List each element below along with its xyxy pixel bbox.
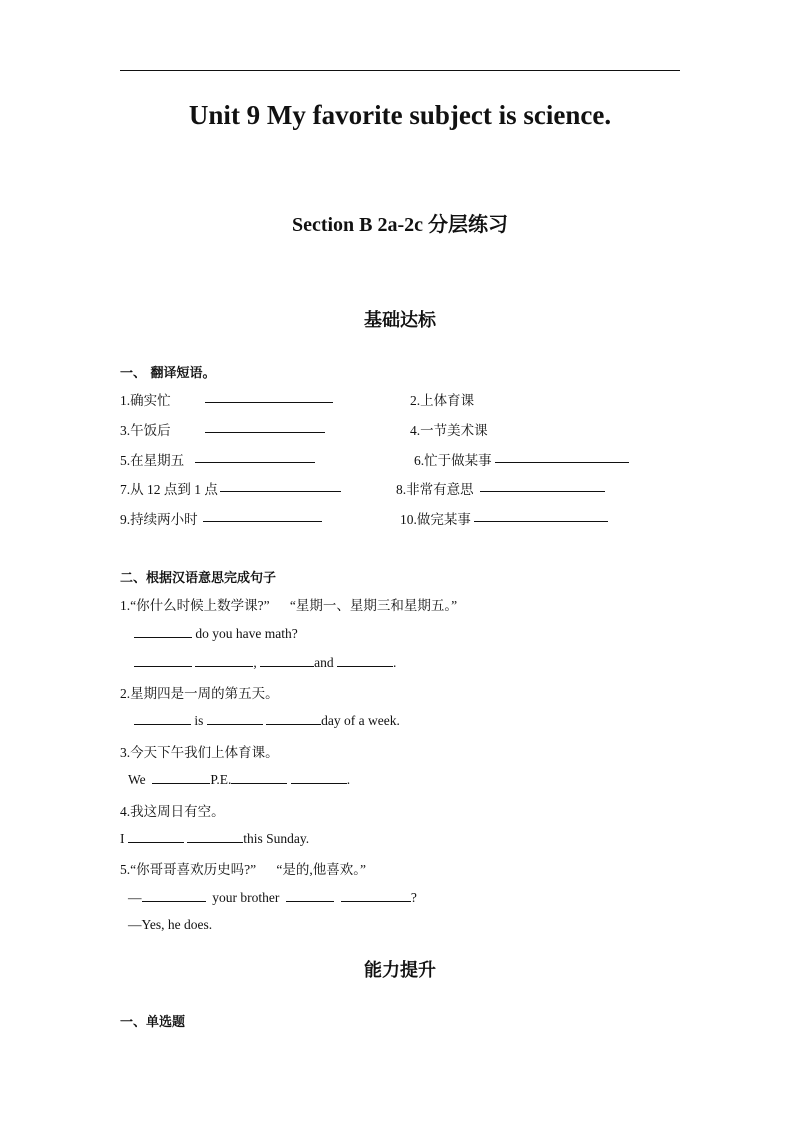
question-2-line: is day of a week. [134, 711, 400, 729]
answer-blank[interactable] [266, 711, 321, 725]
answer-blank[interactable] [203, 508, 322, 522]
question-3-line: We P.E. . [128, 772, 351, 787]
phrase-item: 10.做完某事 [400, 512, 471, 527]
question-5-line: — your brother ? [128, 890, 417, 905]
question-5-answer: —Yes, he does. [128, 917, 213, 932]
section2-label: 二、根据汉语意思完成句子 [120, 571, 277, 586]
answer-blank[interactable] [195, 653, 253, 667]
heading-advanced: 能力提升 [364, 960, 436, 981]
answer-blank[interactable] [337, 653, 393, 667]
section-subtitle: Section B 2a-2c 分层练习 [291, 214, 509, 236]
answer-blank[interactable] [495, 449, 629, 463]
answer-blank[interactable] [207, 711, 263, 725]
phrase-item: 5.在星期五 [120, 453, 185, 468]
phrase-item: 1.确实忙 [120, 393, 171, 408]
answer-blank[interactable] [474, 508, 608, 522]
phrase-item: 4.一节美术课 [410, 423, 488, 438]
phrase-item: 3.午饭后 [120, 423, 171, 438]
section3-label: 一、单选题 [120, 1015, 186, 1030]
answer-blank[interactable] [128, 829, 184, 843]
page-title: Unit 9 My favorite subject is science. [188, 100, 612, 130]
question-1-line-b: , and . [134, 653, 396, 671]
answer-blank[interactable] [480, 478, 605, 492]
answer-blank[interactable] [220, 478, 341, 492]
phrase-item: 9.持续两小时 [120, 512, 198, 527]
answer-blank[interactable] [142, 888, 206, 902]
answer-blank[interactable] [152, 770, 210, 784]
answer-blank[interactable] [205, 419, 325, 433]
answer-blank[interactable] [231, 770, 287, 784]
question-3: 3.今天下午我们上体育课。 [120, 745, 279, 760]
phrase-item: 7.从 12 点到 1 点 [120, 482, 218, 497]
answer-blank[interactable] [341, 888, 411, 902]
question-4: 4.我这周日有空。 [120, 804, 225, 819]
question-4-line: I this Sunday. [120, 831, 310, 846]
answer-blank[interactable] [260, 653, 314, 667]
question-5: 5.“你哥哥喜欢历史吗?” “是的,他喜欢。” [120, 862, 366, 877]
answer-blank[interactable] [291, 770, 347, 784]
phrase-item: 8.非常有意思 [396, 482, 474, 497]
answer-blank[interactable] [205, 389, 333, 403]
answer-blank[interactable] [187, 829, 243, 843]
question-1-line-a: do you have math? [134, 624, 298, 642]
answer-blank[interactable] [134, 624, 192, 638]
phrase-item: 2.上体育课 [410, 393, 475, 408]
answer-blank[interactable] [286, 888, 334, 902]
heading-basic: 基础达标 [364, 310, 436, 331]
answer-blank[interactable] [134, 711, 191, 725]
question-1: 1.“你什么时候上数学课?” “星期一、星期三和星期五。” [120, 598, 458, 613]
section1-label: 一、 翻译短语。 [120, 366, 216, 381]
answer-blank[interactable] [134, 653, 192, 667]
phrase-item: 6.忙于做某事 [414, 453, 492, 468]
top-rule [120, 70, 680, 71]
question-2: 2.星期四是一周的第五天。 [120, 686, 279, 701]
answer-blank[interactable] [195, 449, 315, 463]
